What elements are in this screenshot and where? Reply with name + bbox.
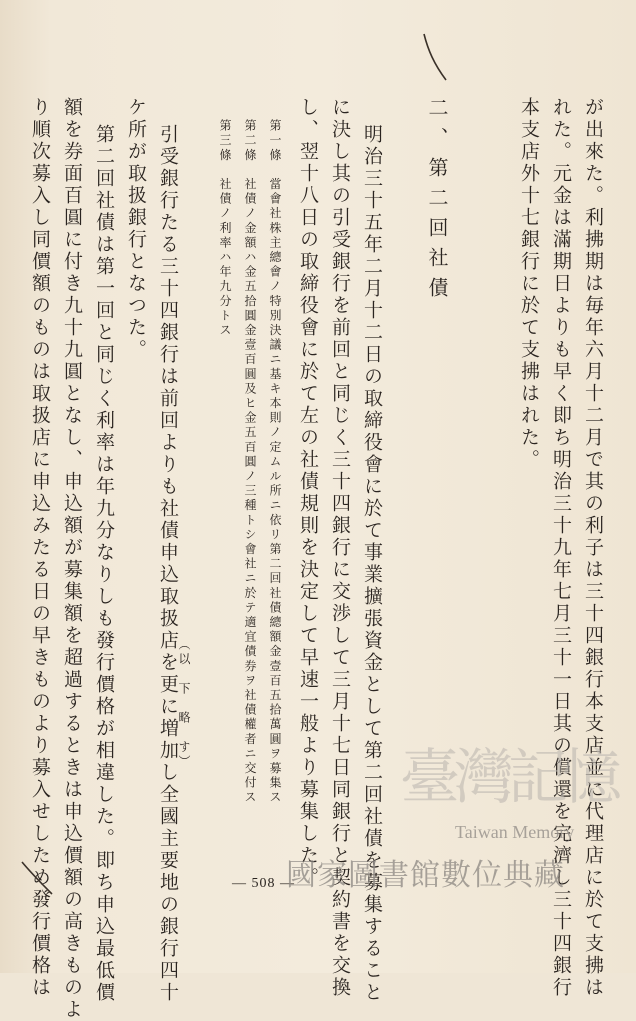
omission-note: （以 下 略 す） — [177, 638, 191, 770]
text-column: が出來た。利拂期は毎年六月十二月で其の利子は三十四銀行本支店並に代理店に於て支拂は — [582, 97, 604, 999]
text-column: 第二回社債は第一回と同じく利率は年九分なりしも發行價格が相違した。即ち申込最低價 — [93, 124, 115, 1004]
page-scratch-mark — [420, 30, 450, 85]
regulation-article-1: 第一條 當會社株主總會ノ特別決議ニ基キ本則ノ定ムル所ニ依リ第二回社債總額金壹百五拾萬圓ヲ募集ス — [268, 119, 282, 806]
text-column: に決し其の引受銀行を前回と同じく三十四銀行に交渉して三月十七日同銀行と契約書を交換 — [329, 97, 351, 999]
text-column: 明治三十五年二月十二日の取締役會に於て事業擴張資金として第二回社債を募集すること — [361, 124, 383, 1004]
watermark-english: Taiwan Memory — [455, 822, 575, 842]
text-column: 額を券面百圓に付き九十九圓となし、申込額が募集額を超過するときは申込價額の高きものよ — [61, 97, 83, 1021]
regulation-article-2: 第二條 社債ノ金額ハ金五拾圓金壹百圓及ヒ金五百圓ノ三種トシ會社ニ於テ適宜債券ヲ社債權者ニ交付ス — [243, 119, 257, 806]
text-column: し、翌十八日の取締役會に於て左の社債規則を決定して早速一般より募集した。 — [297, 97, 319, 889]
watermark-title: 臺灣記憶 — [400, 743, 616, 813]
text-column: ケ所が取扱銀行となつた。 — [125, 97, 147, 361]
text-column: り順次募入し同價額のものは取扱店に申込みたる日の早きものより募入せしため發行價格は — [29, 97, 51, 999]
section-heading: 二、第二回社債 — [425, 97, 449, 307]
watermark-subtitle: 國家圖書館數位典藏 — [286, 858, 565, 893]
text-column: 本支店外十七銀行に於て支拂はれた。 — [518, 97, 540, 471]
page-scratch-mark — [18, 858, 58, 898]
text-column: れた。元金は滿期日よりも早く即ち明治三十九年七月三十一日其の償還を完濟し三十四銀行 — [550, 97, 572, 999]
page-number: — 508 — — [232, 876, 295, 891]
text-column: 引受銀行たる三十四銀行は前回よりも社債申込取扱店を更に増加し全國主要地の銀行四十 — [157, 124, 179, 1004]
regulation-article-3: 第三條 社債ノ利率ハ年九分トス — [218, 119, 232, 338]
